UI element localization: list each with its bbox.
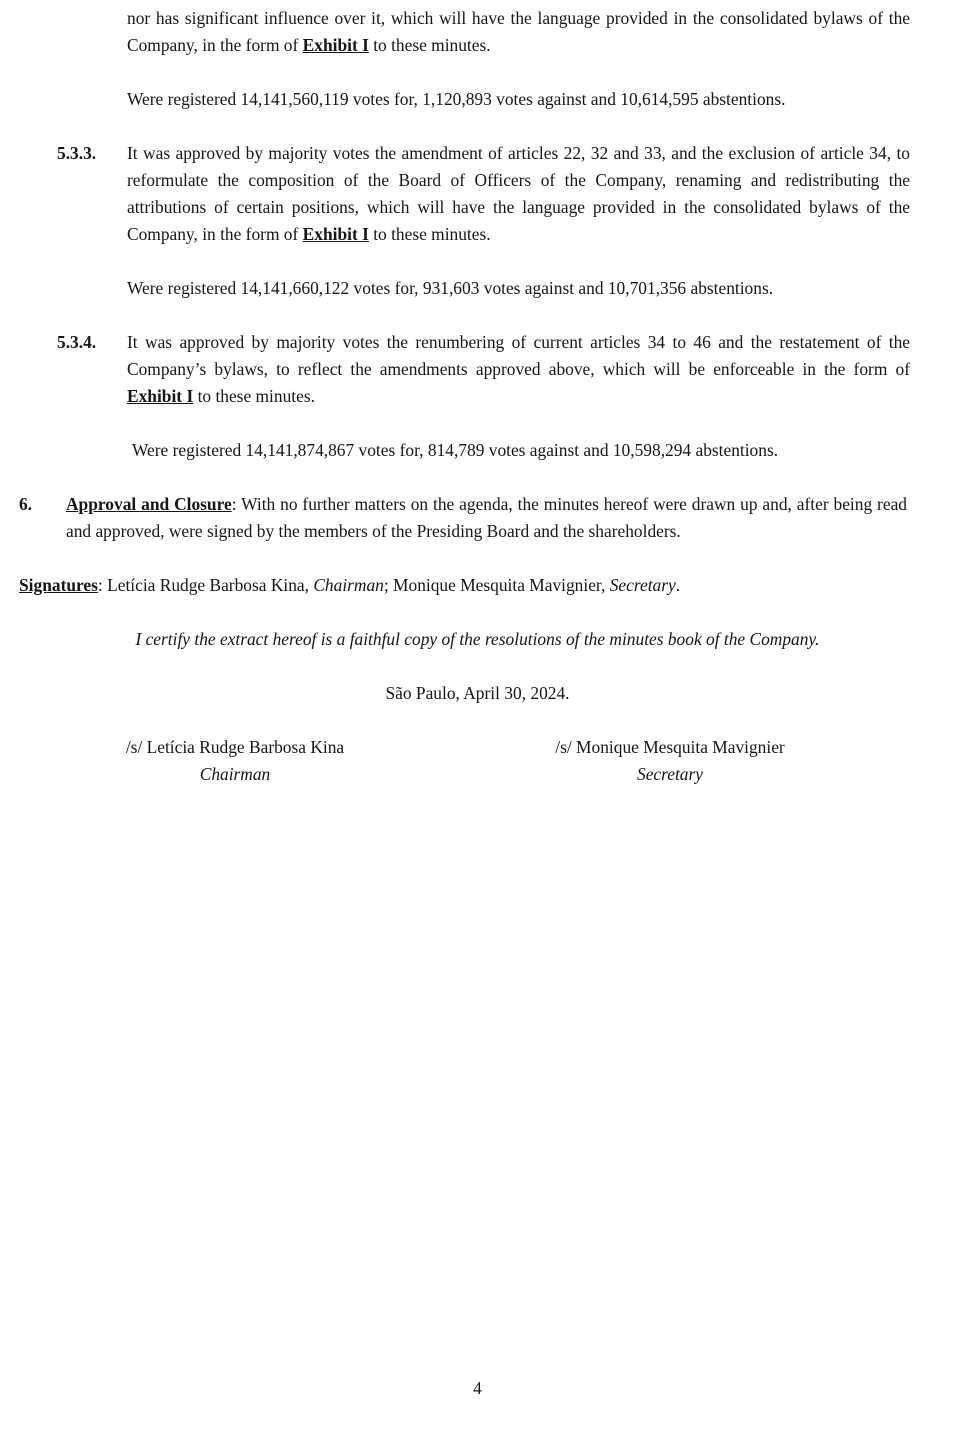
signatures-label: Signatures	[19, 575, 98, 595]
exhibit-reference: Exhibit I	[302, 224, 369, 244]
signature-block	[0, 734, 955, 788]
section-6-separator: :	[231, 494, 242, 514]
section-5-3-4-body	[127, 329, 910, 410]
signatures-line	[19, 572, 907, 599]
section-6	[0, 491, 955, 545]
signature-right-name: /s/ Monique Mesquita Mavignier	[555, 737, 785, 757]
section-5-3-3	[0, 140, 955, 248]
section-5-3-3-text-after: to these minutes.	[368, 224, 491, 244]
section-5-3-4-text-after: to these minutes.	[193, 386, 315, 406]
signature-left	[40, 734, 430, 788]
exhibit-reference: Exhibit I	[127, 386, 194, 406]
signature-left-name: /s/ Letícia Rudge Barbosa Kina	[125, 737, 345, 757]
continuation-text-before: nor has significant influence over it, which will have the language provided in the consolidated bylaws of the Company, in the form of	[127, 8, 910, 55]
signatures-name-2: ; Monique Mesquita Mavignier,	[383, 575, 610, 595]
page-number: 4	[473, 1378, 482, 1398]
votes-paragraph-1: Were registered 14,141,560,119 votes for, 1,120,893 votes against and 10,614,595 abstentions.	[127, 89, 786, 109]
certification-statement: I certify the extract hereof is a faithful copy of the resolutions of the minutes book of the Company.	[135, 629, 820, 649]
date-line: São Paulo, April 30, 2024.	[385, 683, 570, 703]
signatures-role-1: Chairman	[313, 575, 384, 595]
votes-paragraph-2: Were registered 14,141,660,122 votes for, 931,603 votes against and 10,701,356 abstentions.	[127, 278, 774, 298]
signature-right-role: Secretary	[637, 764, 703, 784]
signatures-separator: :	[97, 575, 108, 595]
section-6-text: With no further matters on the agenda, the minutes hereof were drawn up and, after being read and approved, were signed by the members of the Presiding Board and the shareholders.	[66, 494, 907, 541]
paragraph-continuation	[127, 5, 910, 59]
section-6-body	[66, 491, 907, 545]
section-number-6: 6.	[19, 494, 33, 514]
section-5-3-4-text-before: It was approved by majority votes the renumbering of current articles 34 to 46 and the restatement of the Company’s bylaws, to reflect the amendments approved above, which will be enforceable in the form of	[127, 332, 910, 379]
signatures-end: .	[675, 575, 681, 595]
continuation-text-after: to these minutes.	[368, 35, 491, 55]
section-5-3-4	[0, 329, 955, 410]
section-6-heading: Approval and Closure	[66, 494, 232, 514]
signatures-name-1: Letícia Rudge Barbosa Kina,	[107, 575, 314, 595]
votes-paragraph-3: Were registered 14,141,874,867 votes for, 814,789 votes against and 10,598,294 abstentions.	[132, 440, 779, 460]
signatures-role-2: Secretary	[609, 575, 676, 595]
section-5-3-3-text-before: It was approved by majority votes the amendment of articles 22, 32 and 33, and the exclusion of article 34, to reformulate the composition of the Board of Officers of the Company, renaming and redistributing the attributions of certain positions, which will have the language provided in the consolidated bylaws of the Company, in the form of	[127, 143, 910, 244]
section-number-5-3-4: 5.3.4.	[57, 332, 97, 352]
section-number-5-3-3: 5.3.3.	[57, 143, 97, 163]
section-5-3-3-body	[127, 140, 910, 248]
signature-right	[470, 734, 870, 788]
exhibit-reference: Exhibit I	[302, 35, 369, 55]
signature-left-role: Chairman	[199, 764, 271, 784]
